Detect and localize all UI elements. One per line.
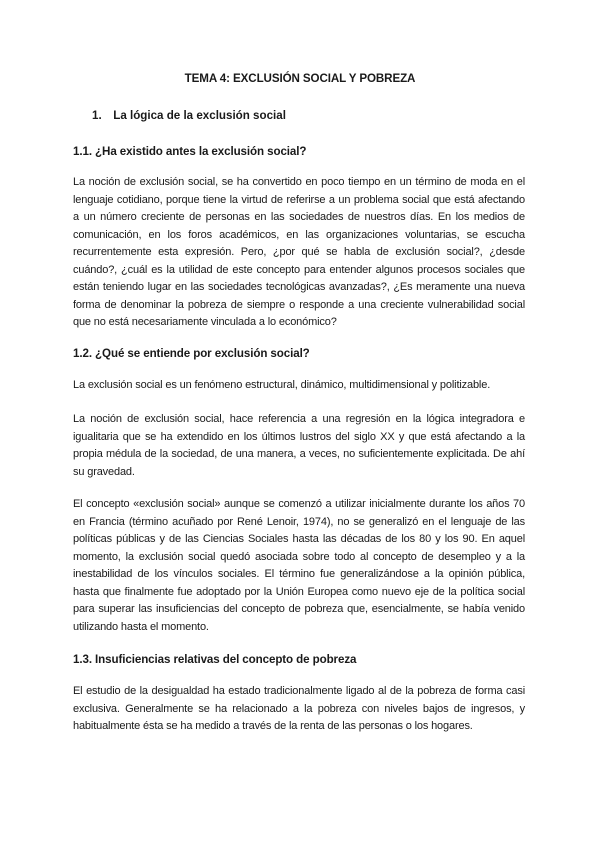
section-heading-text: La lógica de la exclusión social <box>113 109 286 122</box>
paragraph-1: La noción de exclusión social, se ha convertido en poco tiempo en un término de moda en el lenguaje cotidiano, porque tiene la virtud de referirse a un problema social que está afectando a un número creciente de personas en las sociedades de nuestros días. En los medios de comunicación, en los foros académicos, en las organizaciones voluntarias, se escucha recurrentemente esta expresión. Pero, ¿por qué se habla de exclusión social?, ¿desde cuándo?, ¿cuál es la utilidad de este concepto para entender algunos procesos sociales que están teniendo lugar en las sociedades tecnológicas avanzadas?, ¿Es meramente una nueva forma de denominar la pobreza de siempre o responde a una creciente vulnerabilidad social que no está necesariamente vinculada a lo económico? <box>73 176 525 328</box>
subsection-heading-1-2: 1.2. ¿Qué se entiende por exclusión social? <box>73 347 310 360</box>
paragraph-3: La noción de exclusión social, hace referencia a una regresión en la lógica integradora e igualitaria que se ha extendido en los últimos lustros del siglo XX y que está afectando a la propia médula de la sociedad, de una manera, a veces, no suficientemente explicitada. De ahí su gravedad. <box>73 413 525 478</box>
subsection-heading-1-3: 1.3. Insuficiencias relativas del concepto de pobreza <box>73 653 357 666</box>
paragraph-4: El concepto «exclusión social» aunque se comenzó a utilizar inicialmente durante los años 70 en Francia (término acuñado por René Lenoir, 1974), no se generalizó en el lenguaje de las políticas públicas y de las Ciencias Sociales hasta las décadas de los 80 y los 90. En aquel momento, la exclusión social quedó asociada sobre todo al concepto de desempleo y a la inestabilidad de los vínculos sociales. El término fue generalizándose a la opinión pública, hasta que finalmente fue adoptado por la Unión Europea como nuevo eje de la política social para superar las insuficiencias del concepto de pobreza que, esencialmente, se había venido utilizando hasta el momento. <box>73 498 525 633</box>
paragraph-2: La exclusión social es un fenómeno estructural, dinámico, multidimensional y politizable. <box>73 379 491 391</box>
section-number: 1. <box>92 109 102 122</box>
section-heading-1 <box>92 109 286 122</box>
subsection-heading-1-1: 1.1. ¿Ha existido antes la exclusión social? <box>73 145 307 158</box>
paragraph-5: El estudio de la desigualdad ha estado tradicionalmente ligado al de la pobreza de forma casi exclusiva. Generalmente se ha relacionado a la pobreza con niveles bajos de ingresos, y habitualmente ésta se ha medido a través de la renta de las personas o los hogares. <box>73 685 525 732</box>
document-title: TEMA 4: EXCLUSIÓN SOCIAL Y POBREZA <box>184 72 416 85</box>
